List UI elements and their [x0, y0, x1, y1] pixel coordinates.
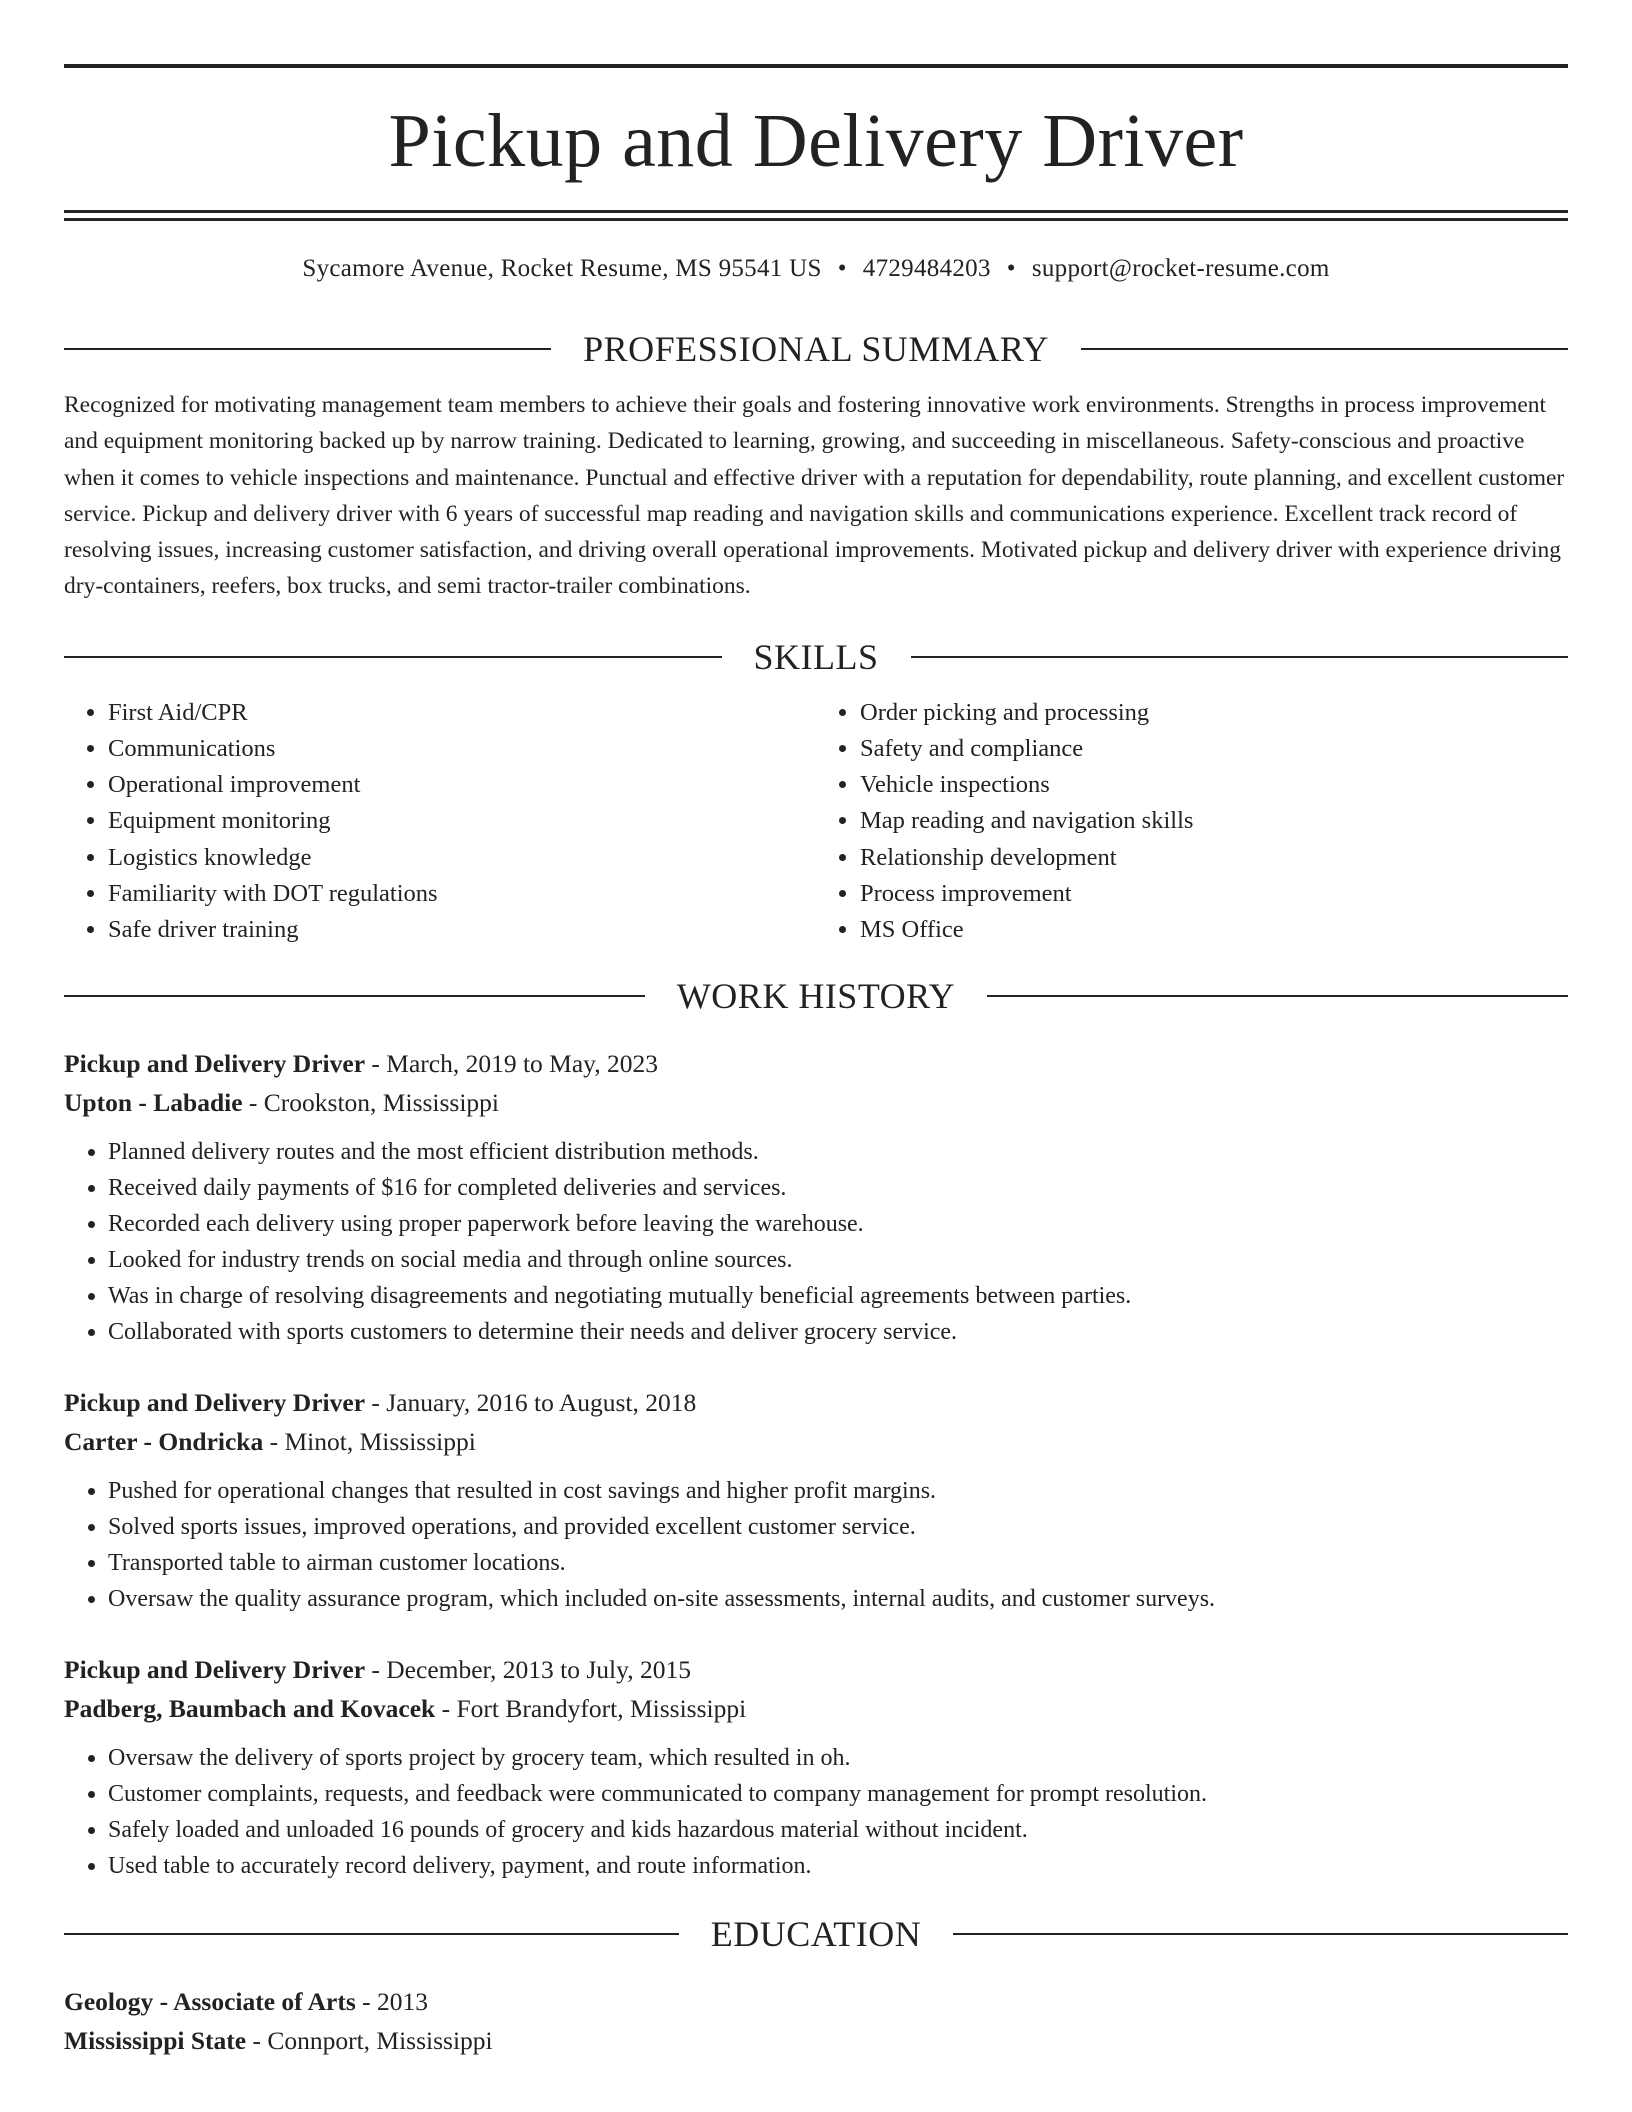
dash: - [242, 1087, 264, 1117]
dash: - [365, 1388, 387, 1418]
education-year: 2013 [377, 1987, 429, 2017]
job-company: Carter - Ondricka [64, 1426, 264, 1456]
skills-heading-label: SKILLS [753, 636, 879, 677]
job-bullets [64, 1740, 1568, 1884]
job-bullet: • Transported table to airman customer locations. [108, 1545, 1568, 1581]
contact-address: Sycamore Avenue, Rocket Resume, MS 95541 US [302, 255, 822, 282]
skill-item: • Process improvement [860, 876, 1568, 912]
job-bullet: • Solved sports issues, improved operations, and provided excellent customer service. [108, 1509, 1568, 1545]
heading-rule-right [1081, 348, 1568, 350]
job-bullet: • Recorded each delivery using proper paperwork before leaving the warehouse. [108, 1206, 1568, 1242]
job-title-line [64, 1651, 1568, 1690]
education-heading-label: EDUCATION [710, 1914, 922, 1955]
job-bullet: • Safely loaded and unloaded 16 pounds of grocery and kids hazardous material without incident. [108, 1812, 1568, 1848]
job-entry [64, 1045, 1568, 1350]
contact-phone: 4729484203 [862, 255, 991, 282]
skill-item: • Familiarity with DOT regulations [108, 876, 816, 912]
contact-separator: • [1006, 255, 1016, 282]
job-bullet: • Oversaw the quality assurance program, which included on-site assessments, internal audits, and customer surveys. [108, 1581, 1568, 1617]
job-title-line [64, 1384, 1568, 1423]
contact-email: support@rocket-resume.com [1031, 255, 1330, 282]
resume-page [64, 64, 1568, 2060]
education-entry [64, 1983, 1568, 2060]
skill-item: • Safe driver training [108, 912, 816, 948]
skill-item: • Logistics knowledge [108, 840, 816, 876]
heading-rule-right [953, 1933, 1568, 1935]
job-dates: December, 2013 to July, 2015 [386, 1655, 691, 1685]
job-title: Pickup and Delivery Driver [64, 1388, 366, 1418]
resume-title: Pickup and Delivery Driver [388, 99, 1244, 183]
work-heading [64, 976, 1568, 1016]
skills-column-left [64, 695, 816, 948]
work-heading-label: WORK HISTORY [676, 976, 956, 1017]
skill-item: • Order picking and processing [860, 695, 1568, 731]
title-double-rule [64, 210, 1568, 221]
skills-heading [64, 637, 1568, 677]
dash: - [355, 1987, 378, 2017]
education-school-line [64, 2022, 1568, 2061]
skill-item: • MS Office [860, 912, 1568, 948]
job-title: Pickup and Delivery Driver [64, 1655, 366, 1685]
skill-item: • Operational improvement [108, 767, 816, 803]
job-title-line [64, 1045, 1568, 1084]
job-location: Crookston, Mississippi [263, 1087, 500, 1117]
job-bullet: • Looked for industry trends on social media and through online sources. [108, 1242, 1568, 1278]
heading-rule-left [64, 995, 645, 997]
dash: - [246, 2025, 268, 2055]
dash: - [365, 1049, 387, 1079]
contact-line [64, 254, 1568, 284]
job-company-line [64, 1690, 1568, 1729]
job-bullets [64, 1473, 1568, 1617]
job-bullet: • Collaborated with sports customers to determine their needs and deliver grocery service. [108, 1314, 1568, 1350]
skill-item: • Relationship development [860, 840, 1568, 876]
skill-item: • First Aid/CPR [108, 695, 816, 731]
job-company-line [64, 1423, 1568, 1462]
summary-text: Recognized for motivating management team members to achieve their goals and fostering innovative work environments. Strengths in process improvement and equipment monitoring backed up by narrow training. Dedicated to learning, growing, and succeeding in miscellaneous. Safety-conscious and proactive when it comes to vehicle inspections and maintenance. Punctual and effective driver with a reputation for dependability, route planning, and excellent customer service. Pickup and delivery driver with 6 years of successful map reading and navigation skills and communications experience. Excellent track record of resolving issues, increasing customer satisfaction, and driving overall operational improvements. Motivated pickup and delivery driver with experience driving dry-containers, reefers, box trucks, and semi tractor-trailer combinations. [64, 392, 1565, 600]
heading-rule-right [987, 995, 1568, 997]
education-school: Mississippi State [64, 2025, 247, 2055]
skill-item: • Safety and compliance [860, 731, 1568, 767]
heading-rule-left [64, 656, 722, 658]
dash: - [435, 1693, 457, 1723]
job-company: Padberg, Baumbach and Kovacek [64, 1693, 436, 1723]
dash: - [365, 1655, 387, 1685]
job-bullet: • Customer complaints, requests, and feedback were communicated to company management for prompt resolution. [108, 1776, 1568, 1812]
education-heading [64, 1914, 1568, 1954]
job-bullets [64, 1134, 1568, 1350]
job-location: Minot, Mississippi [284, 1426, 476, 1456]
education-degree: Geology - Associate of Arts [64, 1987, 356, 2017]
education-location: Connport, Mississippi [267, 2025, 493, 2055]
summary-heading-label: PROFESSIONAL SUMMARY [583, 329, 1049, 369]
job-bullet: • Oversaw the delivery of sports project by grocery team, which resulted in oh. [108, 1740, 1568, 1776]
job-bullet: • Used table to accurately record delivery, payment, and route information. [108, 1848, 1568, 1884]
summary-heading [64, 329, 1568, 369]
job-bullet: • Pushed for operational changes that resulted in cost savings and higher profit margins. [108, 1473, 1568, 1509]
skills-column-right [816, 695, 1568, 948]
heading-rule-left [64, 348, 551, 350]
dash: - [263, 1426, 285, 1456]
contact-separator: • [837, 255, 847, 282]
job-title: Pickup and Delivery Driver [64, 1049, 366, 1079]
top-rule [64, 64, 1568, 68]
job-entry [64, 1651, 1568, 1884]
job-dates: January, 2016 to August, 2018 [386, 1388, 697, 1418]
heading-rule-right [911, 656, 1569, 658]
education-degree-line [64, 1983, 1568, 2022]
job-bullet: • Received daily payments of $16 for completed deliveries and services. [108, 1170, 1568, 1206]
skill-item: • Communications [108, 731, 816, 767]
job-company: Upton - Labadie [64, 1087, 243, 1117]
job-dates: March, 2019 to May, 2023 [386, 1049, 658, 1079]
job-bullet: • Was in charge of resolving disagreements and negotiating mutually beneficial agreements between parties. [108, 1278, 1568, 1314]
skills-list [64, 695, 1568, 948]
skill-item: • Equipment monitoring [108, 803, 816, 839]
job-location: Fort Brandyfort, Mississippi [456, 1693, 747, 1723]
skill-item: • Vehicle inspections [860, 767, 1568, 803]
skill-item: • Map reading and navigation skills [860, 803, 1568, 839]
job-entry [64, 1384, 1568, 1617]
job-bullet: • Planned delivery routes and the most efficient distribution methods. [108, 1134, 1568, 1170]
job-company-line [64, 1084, 1568, 1123]
heading-rule-left [64, 1933, 679, 1935]
